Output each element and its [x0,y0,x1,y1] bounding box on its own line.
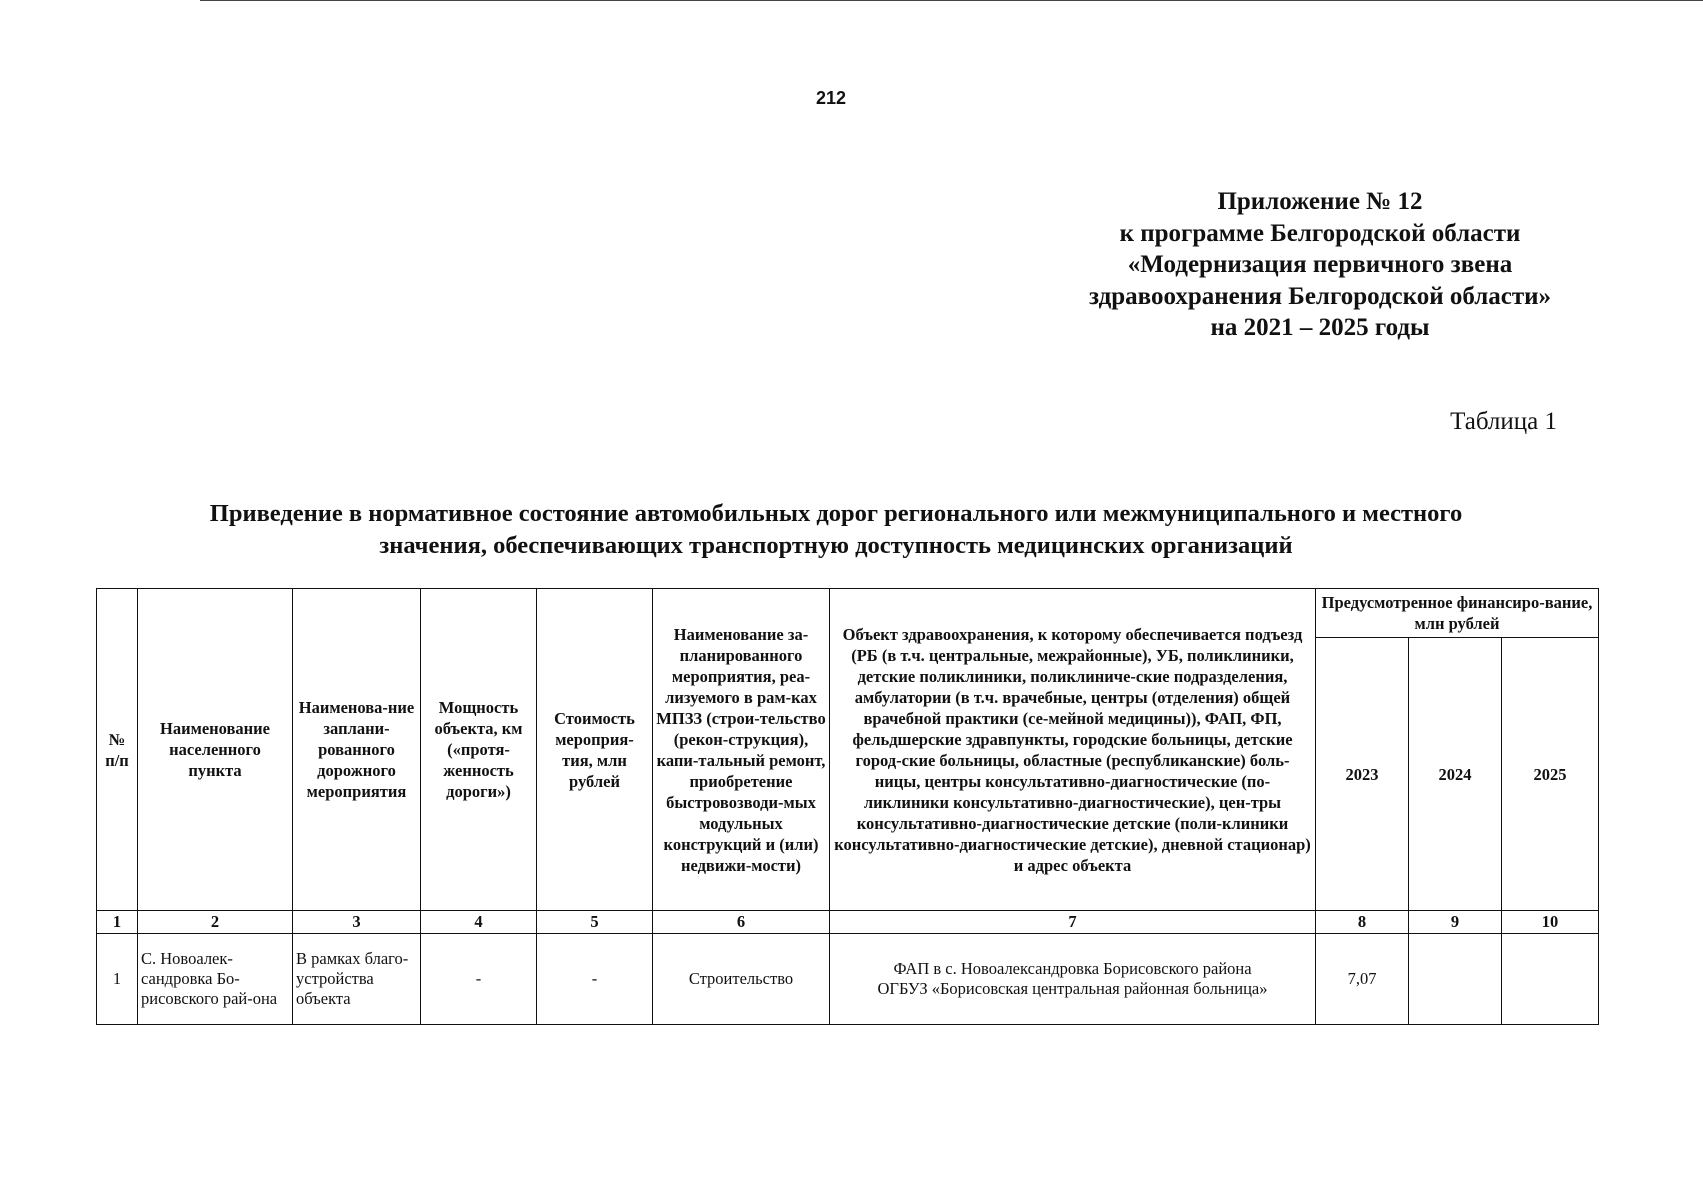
cell-cost: - [537,934,653,1025]
appendix-line-1: Приложение № 12 [1217,188,1423,215]
document-title [96,498,1576,562]
title-line-1: Приведение в нормативное состояние автомобильных дорог регионального или межмуниципального и местного [209,500,1463,527]
cell-2024 [1409,934,1502,1025]
appendix-line-3: «Модернизация первичного звена [1127,251,1513,278]
cell-num: 1 [97,934,138,1025]
facility-line-1: ФАП в с. Новоалександровка Борисовского района [893,959,1252,978]
column-number: 9 [1409,911,1502,934]
cell-2023: 7,07 [1316,934,1409,1025]
column-number: 2 [138,911,293,934]
header-num: № п/п [97,589,138,911]
column-number: 10 [1502,911,1599,934]
cell-mpzz-event: Строительство [653,934,830,1025]
header-cost: Стоимость мероприя-тия, млн рублей [537,589,653,911]
header-year-2024: 2024 [1409,638,1502,911]
column-number: 5 [537,911,653,934]
appendix-line-4: здравоохранения Белгородской области» [1088,282,1552,310]
column-number: 6 [653,911,830,934]
column-number: 4 [421,911,537,934]
roads-table [96,588,1599,1025]
header-year-2025: 2025 [1502,638,1599,911]
header-facility: Объект здравоохранения, к которому обеспечивается подъезд (РБ (в т.ч. центральные, межрайонные), УБ, поликлиники, детские поликлиники, поликлиниче-ские подразделения, амбулатории (в т.ч. врачебные, центры (отделения) общей врачебной практики (се-мейной медицины)), ФАП, ФП, фельдшерские здравпункты, городские больницы, детские город-ские больницы, областные (республиканские) боль-ницы, центры консультативно-диагностические (по-ликлиники консультативно-диагностические), цен-тры консультативно-диагностические детские (поли-клиники консультативно-диагностические детские), дневной стационар) и адрес объекта [830,589,1316,911]
cell-settlement: С. Новоалек-сандровка Бо-рисовского рай-она [138,934,293,1025]
header-mpzz-event: Наименование за-планированного мероприятия, реа-лизуемого в рам-ках МПЗЗ (строи-тельство (рекон-струкция), капи-тальный ремонт, приобретение быстровозводи-мых модульных конструкций и (или) недвижи-мости) [653,589,830,911]
cell-capacity: - [421,934,537,1025]
cell-road-event: В рамках благо-устройства объекта [293,934,421,1025]
appendix-line-5: на 2021 – 2025 годы [1210,314,1430,341]
cell-facility [830,934,1316,1025]
column-number-row [97,911,1599,934]
header-financing: Предусмотренное финансиро-вание, млн рублей [1316,589,1599,638]
scan-edge-line [200,0,1703,1]
appendix-header [1040,186,1600,344]
header-year-2023: 2023 [1316,638,1409,911]
column-number: 8 [1316,911,1409,934]
header-road-event: Наименова-ние заплани-рованного дорожного мероприятия [293,589,421,911]
title-line-2: значения, обеспечивающих транспортную доступность медицинских организаций [379,532,1293,559]
column-number: 7 [830,911,1316,934]
header-capacity: Мощность объекта, км («протя-женность дороги») [421,589,537,911]
column-number: 1 [97,911,138,934]
appendix-line-2: к программе Белгородской области [1119,219,1521,247]
header-settlement: Наименование населенного пункта [138,589,293,911]
page-number: 212 [815,88,847,108]
cell-2025 [1502,934,1599,1025]
facility-line-2: ОГБУЗ «Борисовская центральная районная больница» [877,979,1268,998]
column-number: 3 [293,911,421,934]
table-row [97,934,1599,1025]
table-label: Таблица 1 [1450,408,1557,435]
